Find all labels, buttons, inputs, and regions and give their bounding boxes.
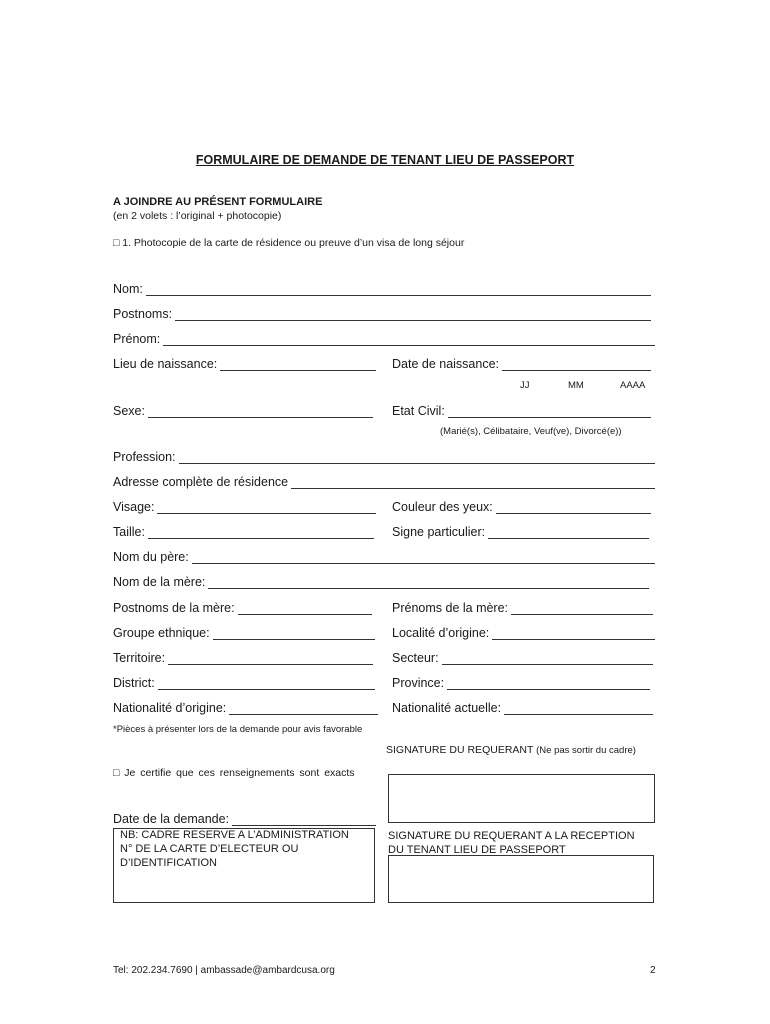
- nom-label: Nom:: [113, 282, 143, 296]
- nom-field[interactable]: [113, 280, 651, 296]
- etat-civil-options: (Marié(s), Célibataire, Veuf(ve), Divorcé(e)): [440, 426, 622, 437]
- signature-heading: [386, 744, 636, 756]
- groupe-ethnique-label: Groupe ethnique:: [113, 626, 210, 640]
- footer-contact: Tel: 202.234.7690 | ambassade@ambardcusa.org: [113, 965, 335, 976]
- profession-line[interactable]: [179, 452, 655, 464]
- sexe-field[interactable]: [113, 402, 373, 418]
- secteur-label: Secteur:: [392, 651, 439, 665]
- adresse-line[interactable]: [291, 477, 655, 489]
- prenom-field[interactable]: [113, 330, 655, 346]
- date-demande-field[interactable]: [113, 810, 376, 826]
- prenom-label: Prénom:: [113, 332, 161, 346]
- etat-civil-line[interactable]: [448, 406, 651, 418]
- nom-pere-line[interactable]: [192, 552, 655, 564]
- taille-field[interactable]: [113, 523, 374, 539]
- territoire-line[interactable]: [168, 653, 373, 665]
- date-naissance-line[interactable]: [502, 359, 651, 371]
- localite-label: Localité d’origine:: [392, 626, 490, 640]
- nom-mere-field[interactable]: [113, 573, 649, 589]
- postnoms-field[interactable]: [113, 305, 651, 321]
- date-jj-label: JJ: [520, 380, 530, 391]
- signature-box[interactable]: [388, 774, 655, 823]
- postnoms-mere-label: Postnoms de la mère:: [113, 601, 235, 615]
- groupe-ethnique-field[interactable]: [113, 624, 375, 640]
- postnoms-line[interactable]: [175, 309, 651, 321]
- signe-label: Signe particulier:: [392, 525, 486, 539]
- visage-field[interactable]: [113, 498, 376, 514]
- secteur-line[interactable]: [442, 653, 653, 665]
- postnoms-mere-line[interactable]: [238, 603, 372, 615]
- lieu-naissance-line[interactable]: [220, 359, 376, 371]
- visage-label: Visage:: [113, 500, 155, 514]
- signe-field[interactable]: [392, 523, 649, 539]
- nationalite-origine-line[interactable]: [229, 703, 378, 715]
- lieu-naissance-label: Lieu de naissance:: [113, 357, 218, 371]
- reception-signature-label: SIGNATURE DU REQUERANT A LA RECEPTION DU TENANT LIEU DE PASSEPORT: [388, 830, 635, 856]
- nom-mere-label: Nom de la mère:: [113, 575, 206, 589]
- profession-field[interactable]: [113, 448, 655, 464]
- prenoms-mere-line[interactable]: [511, 603, 653, 615]
- admin-box-text: NB: CADRE RESERVE A L’ADMINISTRATION N° DE LA CARTE D’ELECTEUR OU D’IDENTIFICATION: [120, 829, 349, 869]
- taille-label: Taille:: [113, 525, 145, 539]
- date-demande-line[interactable]: [232, 814, 376, 826]
- nationalite-actuelle-field[interactable]: [392, 699, 653, 715]
- reception-signature-box[interactable]: [388, 855, 654, 903]
- couleur-yeux-label: Couleur des yeux:: [392, 500, 493, 514]
- secteur-field[interactable]: [392, 649, 653, 665]
- territoire-label: Territoire:: [113, 651, 166, 665]
- district-field[interactable]: [113, 674, 375, 690]
- couleur-yeux-field[interactable]: [392, 498, 651, 514]
- localite-line[interactable]: [492, 628, 655, 640]
- visage-line[interactable]: [157, 502, 376, 514]
- nationalite-origine-field[interactable]: [113, 699, 378, 715]
- nationalite-actuelle-line[interactable]: [504, 703, 653, 715]
- adresse-label: Adresse complète de résidence: [113, 475, 289, 489]
- territoire-field[interactable]: [113, 649, 373, 665]
- signe-line[interactable]: [488, 527, 649, 539]
- signature-label: SIGNATURE DU REQUERANT: [386, 744, 534, 756]
- postnoms-label: Postnoms:: [113, 307, 173, 321]
- nationalite-actuelle-label: Nationalité actuelle:: [392, 701, 502, 715]
- localite-field[interactable]: [392, 624, 655, 640]
- pieces-note: *Pièces à présenter lors de la demande pour avis favorable: [113, 724, 363, 735]
- sexe-label: Sexe:: [113, 404, 145, 418]
- district-line[interactable]: [158, 678, 375, 690]
- groupe-ethnique-line[interactable]: [213, 628, 375, 640]
- etat-civil-field[interactable]: [392, 402, 651, 418]
- prenoms-mere-label: Prénoms de la mère:: [392, 601, 509, 615]
- nationalite-origine-label: Nationalité d’origine:: [113, 701, 227, 715]
- attach-heading: A JOINDRE AU PRÉSENT FORMULAIRE: [113, 196, 323, 208]
- province-line[interactable]: [447, 678, 650, 690]
- attach-item-1[interactable]: □ 1. Photocopie de la carte de résidence ou preuve d’un visa de long séjour: [113, 237, 465, 249]
- taille-line[interactable]: [148, 527, 374, 539]
- nom-mere-line[interactable]: [208, 577, 649, 589]
- couleur-yeux-line[interactable]: [496, 502, 651, 514]
- date-demande-label: Date de la demande:: [113, 812, 230, 826]
- province-field[interactable]: [392, 674, 650, 690]
- form-title: FORMULAIRE DE DEMANDE DE TENANT LIEU DE PASSEPORT: [195, 153, 575, 167]
- profession-label: Profession:: [113, 450, 176, 464]
- signature-sublabel: (Ne pas sortir du cadre): [536, 745, 636, 756]
- date-naissance-label: Date de naissance:: [392, 357, 500, 371]
- page-number: 2: [650, 965, 656, 976]
- prenoms-mere-field[interactable]: [392, 599, 653, 615]
- nom-pere-field[interactable]: [113, 548, 655, 564]
- nom-pere-label: Nom du père:: [113, 550, 189, 564]
- date-aaaa-label: AAAA: [620, 380, 646, 391]
- date-naissance-field[interactable]: [392, 355, 651, 371]
- postnoms-mere-field[interactable]: [113, 599, 372, 615]
- prenom-line[interactable]: [163, 334, 655, 346]
- sexe-line[interactable]: [148, 406, 373, 418]
- certify-checkbox[interactable]: □ Je certifie que ces renseignements sont exacts: [113, 767, 355, 779]
- district-label: District:: [113, 676, 155, 690]
- nom-line[interactable]: [146, 284, 651, 296]
- date-mm-label: MM: [568, 380, 584, 391]
- lieu-naissance-field[interactable]: [113, 355, 376, 371]
- etat-civil-label: Etat Civil:: [392, 404, 445, 418]
- province-label: Province:: [392, 676, 445, 690]
- adresse-field[interactable]: [113, 473, 655, 489]
- attach-subheading: (en 2 volets : l’original + photocopie): [113, 210, 282, 222]
